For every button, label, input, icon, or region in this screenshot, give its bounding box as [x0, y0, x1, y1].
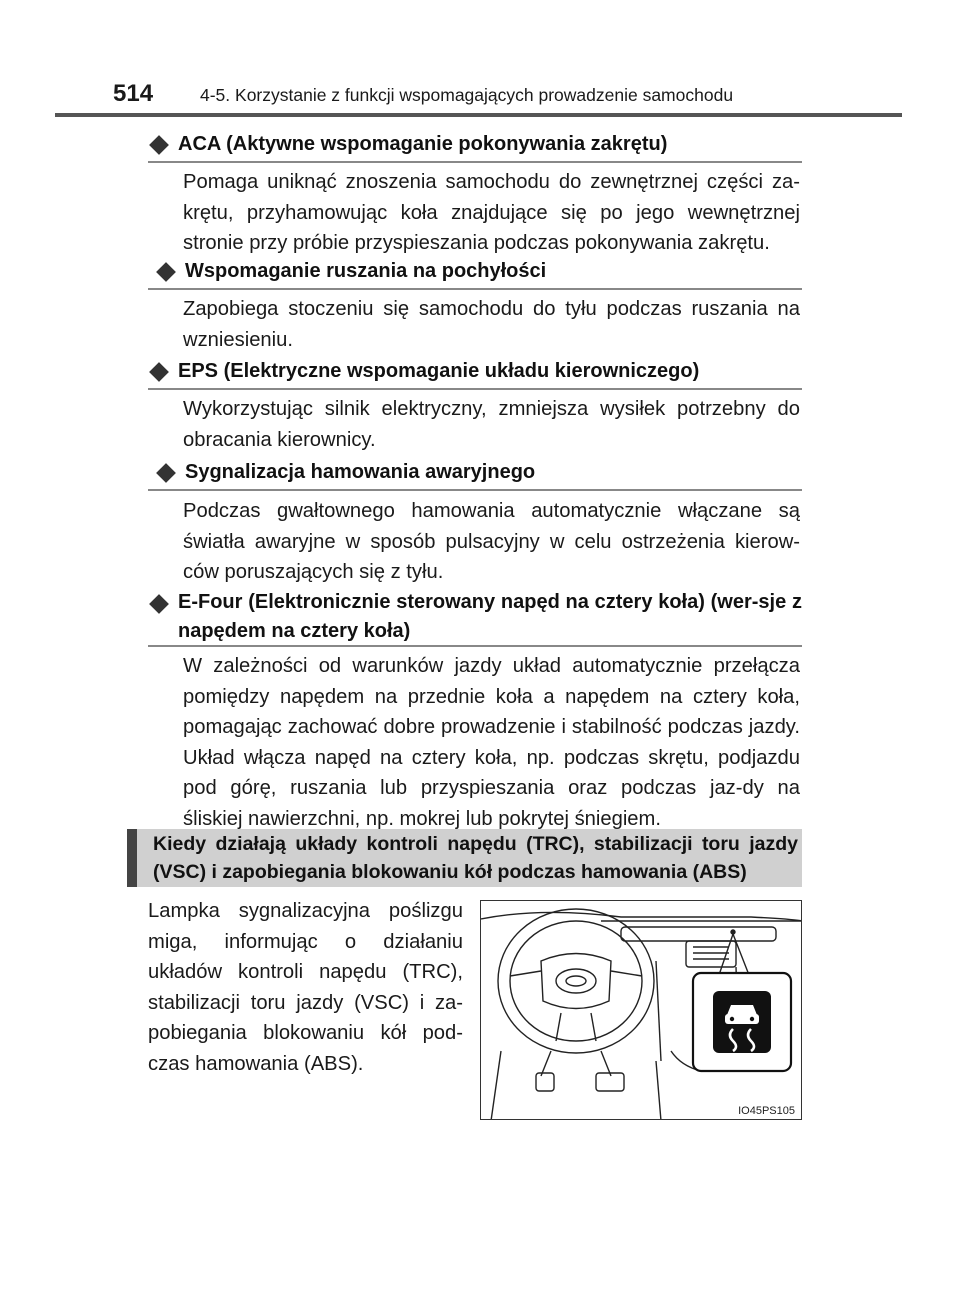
diamond-bullet-icon: [156, 262, 176, 282]
section-divider: [148, 161, 802, 163]
section-text-emergency-brake-signal: Podczas gwałtownego hamowania automatycznie włączane są światła awaryjne w sposób pulsacyjny w celu ostrzeżenia kierow-ców poruszających się z tyłu.: [183, 500, 800, 583]
diamond-bullet-icon: [149, 135, 169, 155]
section-title-e-four: E-Four (Elektronicznie sterowany napęd na cztery koła) (wer-sje z napędem na cztery koła): [148, 588, 802, 648]
info-banner: [127, 829, 802, 887]
section-divider: [148, 388, 802, 390]
section-text-aca: Pomaga uniknąć znoszenia samochodu do zewnętrznej części za-krętu, przyhamowując koła znajdujące się po jego wewnętrznej stronie przy próbie przyspieszania podczas pokonywania zakrętu.: [183, 171, 800, 254]
diamond-bullet-icon: [149, 362, 169, 382]
section-divider: [148, 288, 802, 290]
slip-indicator-text: Lampka sygnalizacyjna poślizgu miga, informując o działaniu układów kontroli napędu (TRC), stabilizacji toru jazdy (VSC) i za-pobiegania blokowaniu kół pod-czas hamowania (ABS).: [148, 900, 463, 1075]
figure-code: IO45PS105: [738, 1105, 795, 1117]
dashboard-drawing: [481, 901, 802, 1120]
banner-text: Kiedy działają układy kontroli napędu (TRC), stabilizacji toru jazdy (VSC) i zapobiegania blokowaniu kół podczas hamowania (ABS): [153, 833, 798, 883]
section-text-e-four: W zależności od warunków jazdy układ automatycznie przełącza pomiędzy napędem na przednie koła a napędem na cztery koła, pomagając zachować dobre prowadzenie i stabilność podczas jazdy. Układ włącza napęd na cztery koła, np. podczas skrętu, podjazdu pod górę, ruszania lub przyspieszania oraz podczas jaz-dy na śliskiej nawierzchni, np. mokrej lub pokrytej śniegiem.: [183, 655, 800, 830]
dashboard-illustration: [480, 900, 802, 1120]
slip-indicator-icon: [713, 991, 771, 1053]
header-divider: [55, 113, 902, 117]
diamond-bullet-icon: [149, 594, 169, 614]
page-number: 514: [113, 80, 154, 107]
section-text-hill-start: Zapobiega stoczeniu się samochodu do tyłu podczas ruszania na wzniesieniu.: [183, 298, 800, 351]
diamond-bullet-icon: [156, 463, 176, 483]
section-divider: [148, 645, 802, 647]
chapter-title: 4-5. Korzystanie z funkcji wspomagających prowadzenie samochodu: [200, 85, 734, 105]
section-text-eps: Wykorzystując silnik elektryczny, zmniejsza wysiłek potrzebny do obracania kierownicy.: [183, 398, 800, 451]
page-header: [0, 0, 960, 118]
section-divider: [148, 489, 802, 491]
